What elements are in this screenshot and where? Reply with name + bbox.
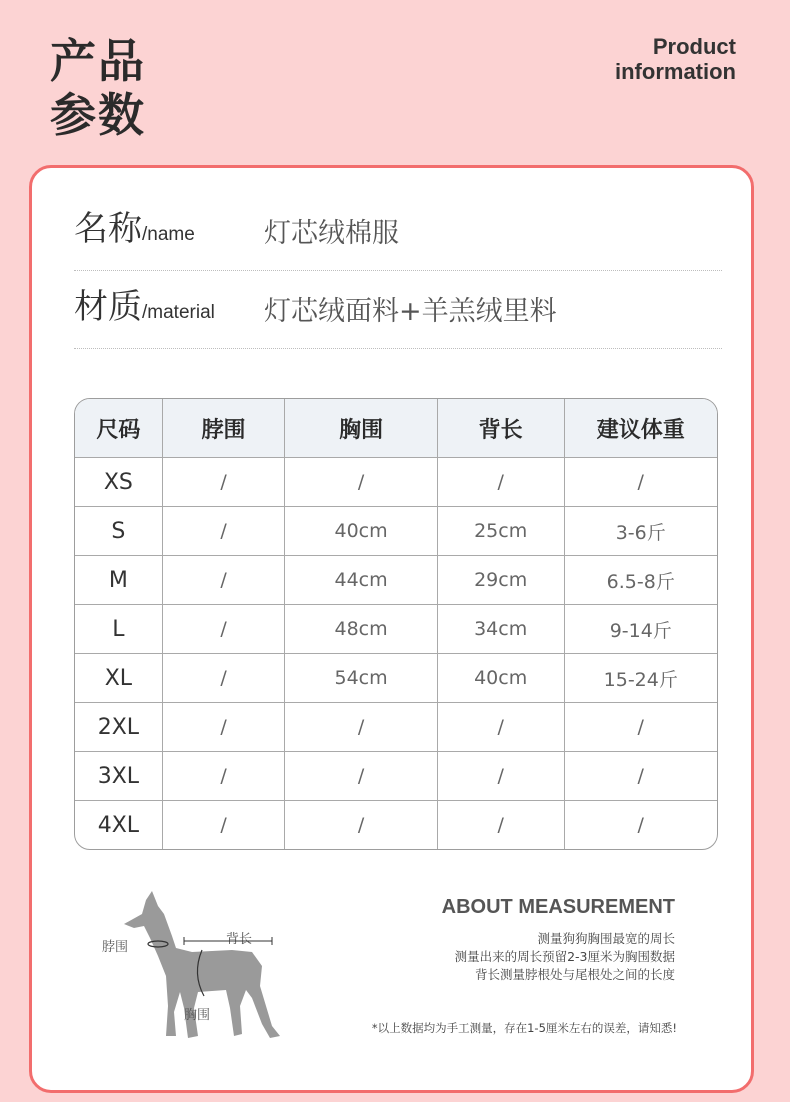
table-cell: / — [438, 458, 565, 507]
table-cell: / — [438, 801, 565, 849]
name-label-en: /name — [142, 224, 195, 245]
about-measurement-text — [455, 930, 675, 984]
table-row — [75, 801, 717, 849]
table-cell: / — [565, 458, 718, 507]
table-cell: 29cm — [438, 556, 565, 605]
measurement-markers — [102, 886, 302, 1056]
name-label-cn: 名称 — [74, 209, 142, 249]
table-cell: / — [163, 703, 286, 752]
material-value: 灯芯绒面料+羊羔绒里料 — [264, 296, 557, 327]
table-row — [75, 605, 717, 654]
table-cell: 44cm — [285, 556, 438, 605]
table-cell: 15-24斤 — [565, 654, 718, 703]
size-cell: 4XL — [75, 801, 163, 849]
size-cell: XS — [75, 458, 163, 507]
header-neck: 脖围 — [163, 399, 286, 458]
table-header-row — [75, 399, 717, 458]
table-cell: 6.5-8斤 — [565, 556, 718, 605]
size-cell: L — [75, 605, 163, 654]
table-cell: 25cm — [438, 507, 565, 556]
title-cn-line2: 参数 — [50, 88, 146, 142]
table-row — [75, 703, 717, 752]
size-cell: 3XL — [75, 752, 163, 801]
header-weight: 建议体重 — [565, 399, 718, 458]
page-title-en — [615, 34, 736, 84]
table-cell: / — [637, 814, 644, 836]
table-cell: / — [565, 703, 718, 752]
size-cell: M — [75, 556, 163, 605]
dog-measurement-illustration — [102, 886, 302, 1056]
measurement-note: *以上数据均为手工测量，存在1-5厘米左右的误差，请知悉! — [371, 1021, 677, 1035]
title-cn-line1: 产品 — [50, 34, 146, 88]
table-cell: / — [285, 752, 438, 801]
table-cell: / — [163, 458, 286, 507]
size-table-body — [75, 458, 717, 849]
table-cell: 3-6斤 — [565, 507, 718, 556]
table-cell: / — [163, 507, 286, 556]
material-label — [74, 279, 215, 328]
size-cell: S — [75, 507, 163, 556]
table-row — [75, 458, 717, 507]
table-cell: 34cm — [438, 605, 565, 654]
name-value: 灯芯绒棉服 — [264, 218, 399, 249]
header-size: 尺码 — [75, 399, 163, 458]
dog-neck-label: 脖围 — [102, 940, 129, 955]
page-title-cn — [50, 34, 146, 142]
table-cell: / — [438, 752, 565, 801]
name-label — [74, 201, 195, 250]
size-cell: XL — [75, 654, 163, 703]
about-line-3: 背长测量脖根处与尾根处之间的长度 — [474, 967, 675, 982]
info-card — [29, 165, 754, 1093]
table-cell: / — [163, 556, 286, 605]
table-cell: 40cm — [285, 507, 438, 556]
table-cell: 40cm — [438, 654, 565, 703]
header-back: 背长 — [438, 399, 565, 458]
table-cell: 48cm — [285, 605, 438, 654]
table-row — [75, 654, 717, 703]
name-row — [74, 210, 722, 271]
dog-back-label: 背长 — [226, 932, 253, 947]
table-cell: / — [285, 703, 438, 752]
table-cell: 9-14斤 — [565, 605, 718, 654]
table-row — [75, 752, 717, 801]
title-en-line2: information — [615, 59, 736, 84]
about-line-1: 测量狗狗胸围最宽的周长 — [537, 931, 675, 946]
material-row — [74, 288, 722, 349]
dog-chest-label: 胸围 — [184, 1008, 211, 1023]
material-label-cn: 材质 — [74, 287, 142, 327]
table-cell: / — [285, 801, 438, 849]
about-line-2: 测量出来的周长预留2-3厘米为胸围数据 — [454, 949, 675, 964]
table-row — [75, 507, 717, 556]
table-cell: / — [285, 458, 438, 507]
table-cell: / — [565, 752, 718, 801]
title-en-line1: Product — [652, 34, 736, 59]
table-cell: 54cm — [285, 654, 438, 703]
about-measurement-title: ABOUT MEASUREMENT — [441, 896, 675, 918]
size-cell: 2XL — [75, 703, 163, 752]
header-chest: 胸围 — [285, 399, 438, 458]
table-cell: / — [163, 752, 286, 801]
table-cell: / — [163, 654, 286, 703]
material-label-en: /material — [142, 302, 215, 323]
table-cell: / — [163, 605, 286, 654]
size-table — [74, 398, 718, 850]
table-row — [75, 556, 717, 605]
table-cell: / — [163, 801, 286, 849]
table-cell: / — [438, 703, 565, 752]
